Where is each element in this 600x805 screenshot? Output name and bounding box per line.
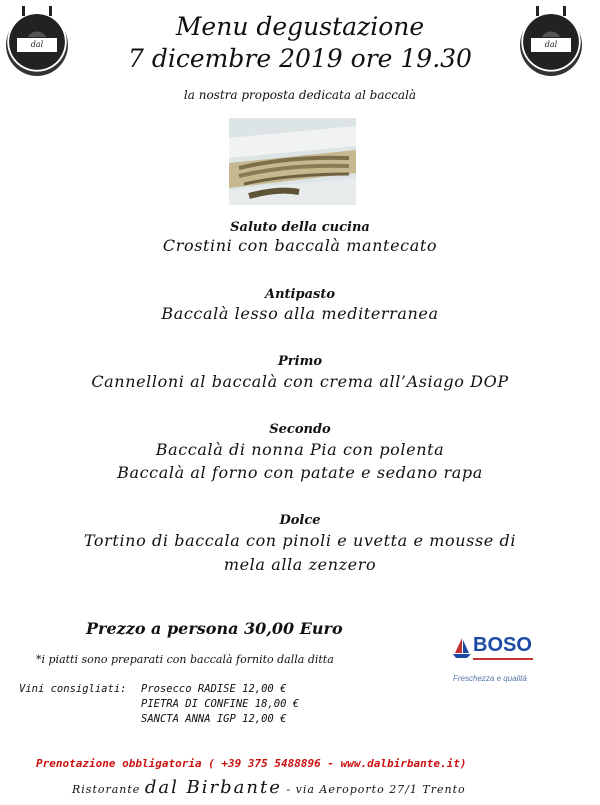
footer-address	[72, 777, 466, 798]
restaurant-name: dal Birbante	[144, 777, 282, 798]
baccala-photo	[229, 118, 356, 205]
footer-prefix: Ristorante	[72, 783, 141, 796]
dish-primo: Cannelloni al baccalà con crema all’Asiago DOP	[91, 372, 509, 391]
course-heading-secondo: Secondo	[269, 422, 331, 437]
dish-dolce-1: Tortino di baccala con pinoli e uvetta e mousse di	[83, 531, 517, 550]
wine-item: Prosecco RADISE 12,00 €	[141, 683, 287, 695]
logo-text-right: dal Birbante	[530, 37, 572, 53]
wine-item: SANCTA ANNA IGP 12,00 €	[141, 713, 287, 725]
baccala-illustration	[229, 118, 356, 205]
dish-saluto: Crostini con baccalà mantecato	[162, 236, 438, 255]
course-heading-primo: Primo	[278, 354, 322, 369]
boat-icon	[451, 636, 473, 660]
course-heading-saluto: Saluto della cucina	[230, 220, 370, 235]
footer-street: - via Aeroporto 27/1 Trento	[286, 783, 466, 796]
menu-subtitle: la nostra proposta dedicata al baccalà	[183, 88, 417, 102]
event-date: 7 dicembre 2019 ore 19.30	[128, 44, 472, 73]
dish-secondo-2: Baccalà al forno con patate e sedano rapa	[117, 463, 483, 482]
course-heading-antipasto: Antipasto	[265, 287, 335, 302]
wines-label: Vini consigliati:	[19, 683, 127, 695]
logo-text-left: dal Birbante	[16, 37, 58, 53]
dish-secondo-1: Baccalà di nonna Pia con polenta	[155, 440, 445, 459]
wine-item: PIETRA DI CONFINE 18,00 €	[141, 698, 300, 710]
course-heading-dolce: Dolce	[279, 513, 321, 528]
boso-logo	[451, 634, 535, 684]
booking-info: Prenotazione obbligatoria ( +39 375 5488896 - www.dalbirbante.it)	[36, 757, 467, 770]
boso-tagline: Freschezza e qualità	[453, 674, 527, 683]
boso-brand: BOSO	[473, 634, 532, 656]
dish-antipasto: Baccalà lesso alla mediterranea	[161, 304, 439, 323]
supplier-note: *i piatti sono preparati con baccalà fornito dalla ditta	[36, 653, 334, 666]
boso-divider	[473, 658, 533, 660]
menu-title: Menu degustazione	[175, 12, 425, 41]
price-per-person: Prezzo a persona 30,00 Euro	[86, 619, 343, 638]
dish-dolce-2: mela alla zenzero	[223, 555, 377, 574]
